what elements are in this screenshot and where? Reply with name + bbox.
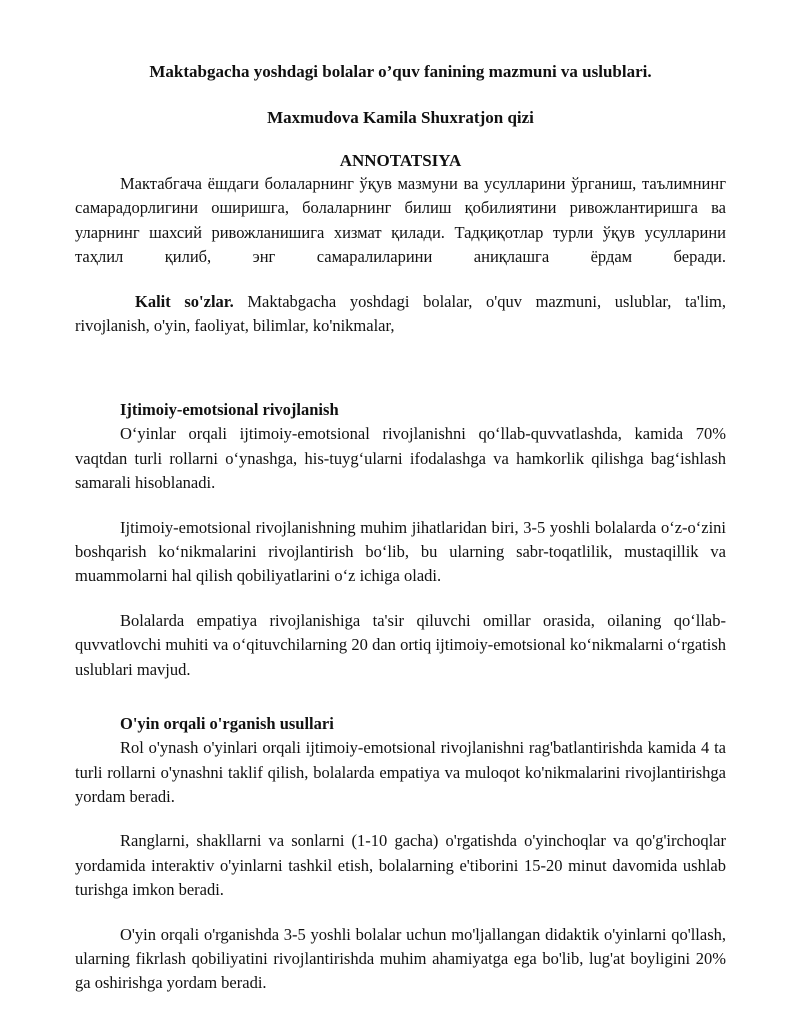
paragraph: Rol o'ynash o'yinlari orqali ijtimoiy-emotsional rivojlanishni rag'batlantirishda kamida 4 ta turli rollarni o'ynashni taklif qilish, bolalarda empatiya va muloqot ko'nikmalarini rivojlantirishga yordam beradi. [75, 738, 726, 806]
abstract-heading: ANNOTATSIYA [339, 151, 462, 170]
section-learning-through-play [75, 712, 726, 996]
paragraph: Ranglarni, shakllarni va sonlarni (1-10 gacha) o'rgatishda o'yinchoqlar va qo'g'irchoqlar yordamida interaktiv o'yinlarni tashkil etish, bolalarning e'tiborini 15-20 minut davomida ushlab turishga imkon beradi. [75, 831, 726, 900]
keywords-text: Maktabgacha yoshdagi bolalar, o'quv mazmuni, uslublar, ta'lim, rivojlanish, o'yin, faoliyat, bilimlar, ko'nikmalar, [75, 291, 726, 336]
paragraph: Bolalarda empatiya rivojlanishiga ta'sir qiluvchi omillar orasida, oilaning qo‘llab-quvvatlovchi muhiti va o‘qituvchilarning 20 dan ortiq ijtimoiy-emotsional ko‘nikmalarni o‘rgatish uslublari mavjud. [75, 610, 726, 679]
keywords [75, 290, 726, 339]
keywords-label: Kalit so'zlar. [135, 291, 234, 311]
section-social-emotional [75, 398, 726, 682]
paragraph: O‘yinlar orqali ijtimoiy-emotsional rivojlanishni qo‘llab-quvvatlashda, kamida 70% vaqtdan turli rollarni o‘ynashga, his-tuyg‘ularni ifodalashga va hamkorlik qilishga bag‘ishlash samarali hisoblanadi. [75, 424, 726, 493]
author-name: Maxmudova Kamila Shuxratjon qizi [267, 108, 534, 127]
section-heading: O'yin orqali o'rganish usullari [120, 714, 334, 734]
paragraph: O'yin orqali o'rganishda 3-5 yoshli bolalar uchun mo'ljallangan didaktik o'yinlarni qo'llash, ularning fikrlash qobiliyatini rivojlantirishda muhim ahamiyatga ega bo'lib, lug'at boyligini 20% ga oshirishga yordam beradi. [75, 924, 726, 993]
section-heading: Ijtimoiy-emotsional rivojlanish [120, 400, 339, 420]
paragraph: Ijtimoiy-emotsional rivojlanishning muhim jihatlaridan biri, 3-5 yoshli bolalarda o‘z-o‘zini boshqarish ko‘nikmalarini rivojlantirish bo‘lib, bu ularning sabr-toqatlilik, mustaqillik va muammolarni hal qilish qobiliyatlarini o‘z ichiga oladi. [75, 517, 726, 586]
abstract-text: Мактабгача ёшдаги болаларнинг ўқув мазмуни ва усулларини ўрганиш, таълимнинг самарадорлигини оширишга, болаларнинг билиш қобилиятини ривожлантиришга ва уларнинг шахсий ривожланишига хизмат қилади. Тадқиқотлар турли ўқув усулларини таҳлил қилиб, энг самаралиларини аниқлашга ёрдам беради. [75, 174, 726, 267]
paper-title: Maktabgacha yoshdagi bolalar o’quv fanining mazmuni va uslublari. [149, 62, 652, 81]
document-page [75, 60, 726, 996]
